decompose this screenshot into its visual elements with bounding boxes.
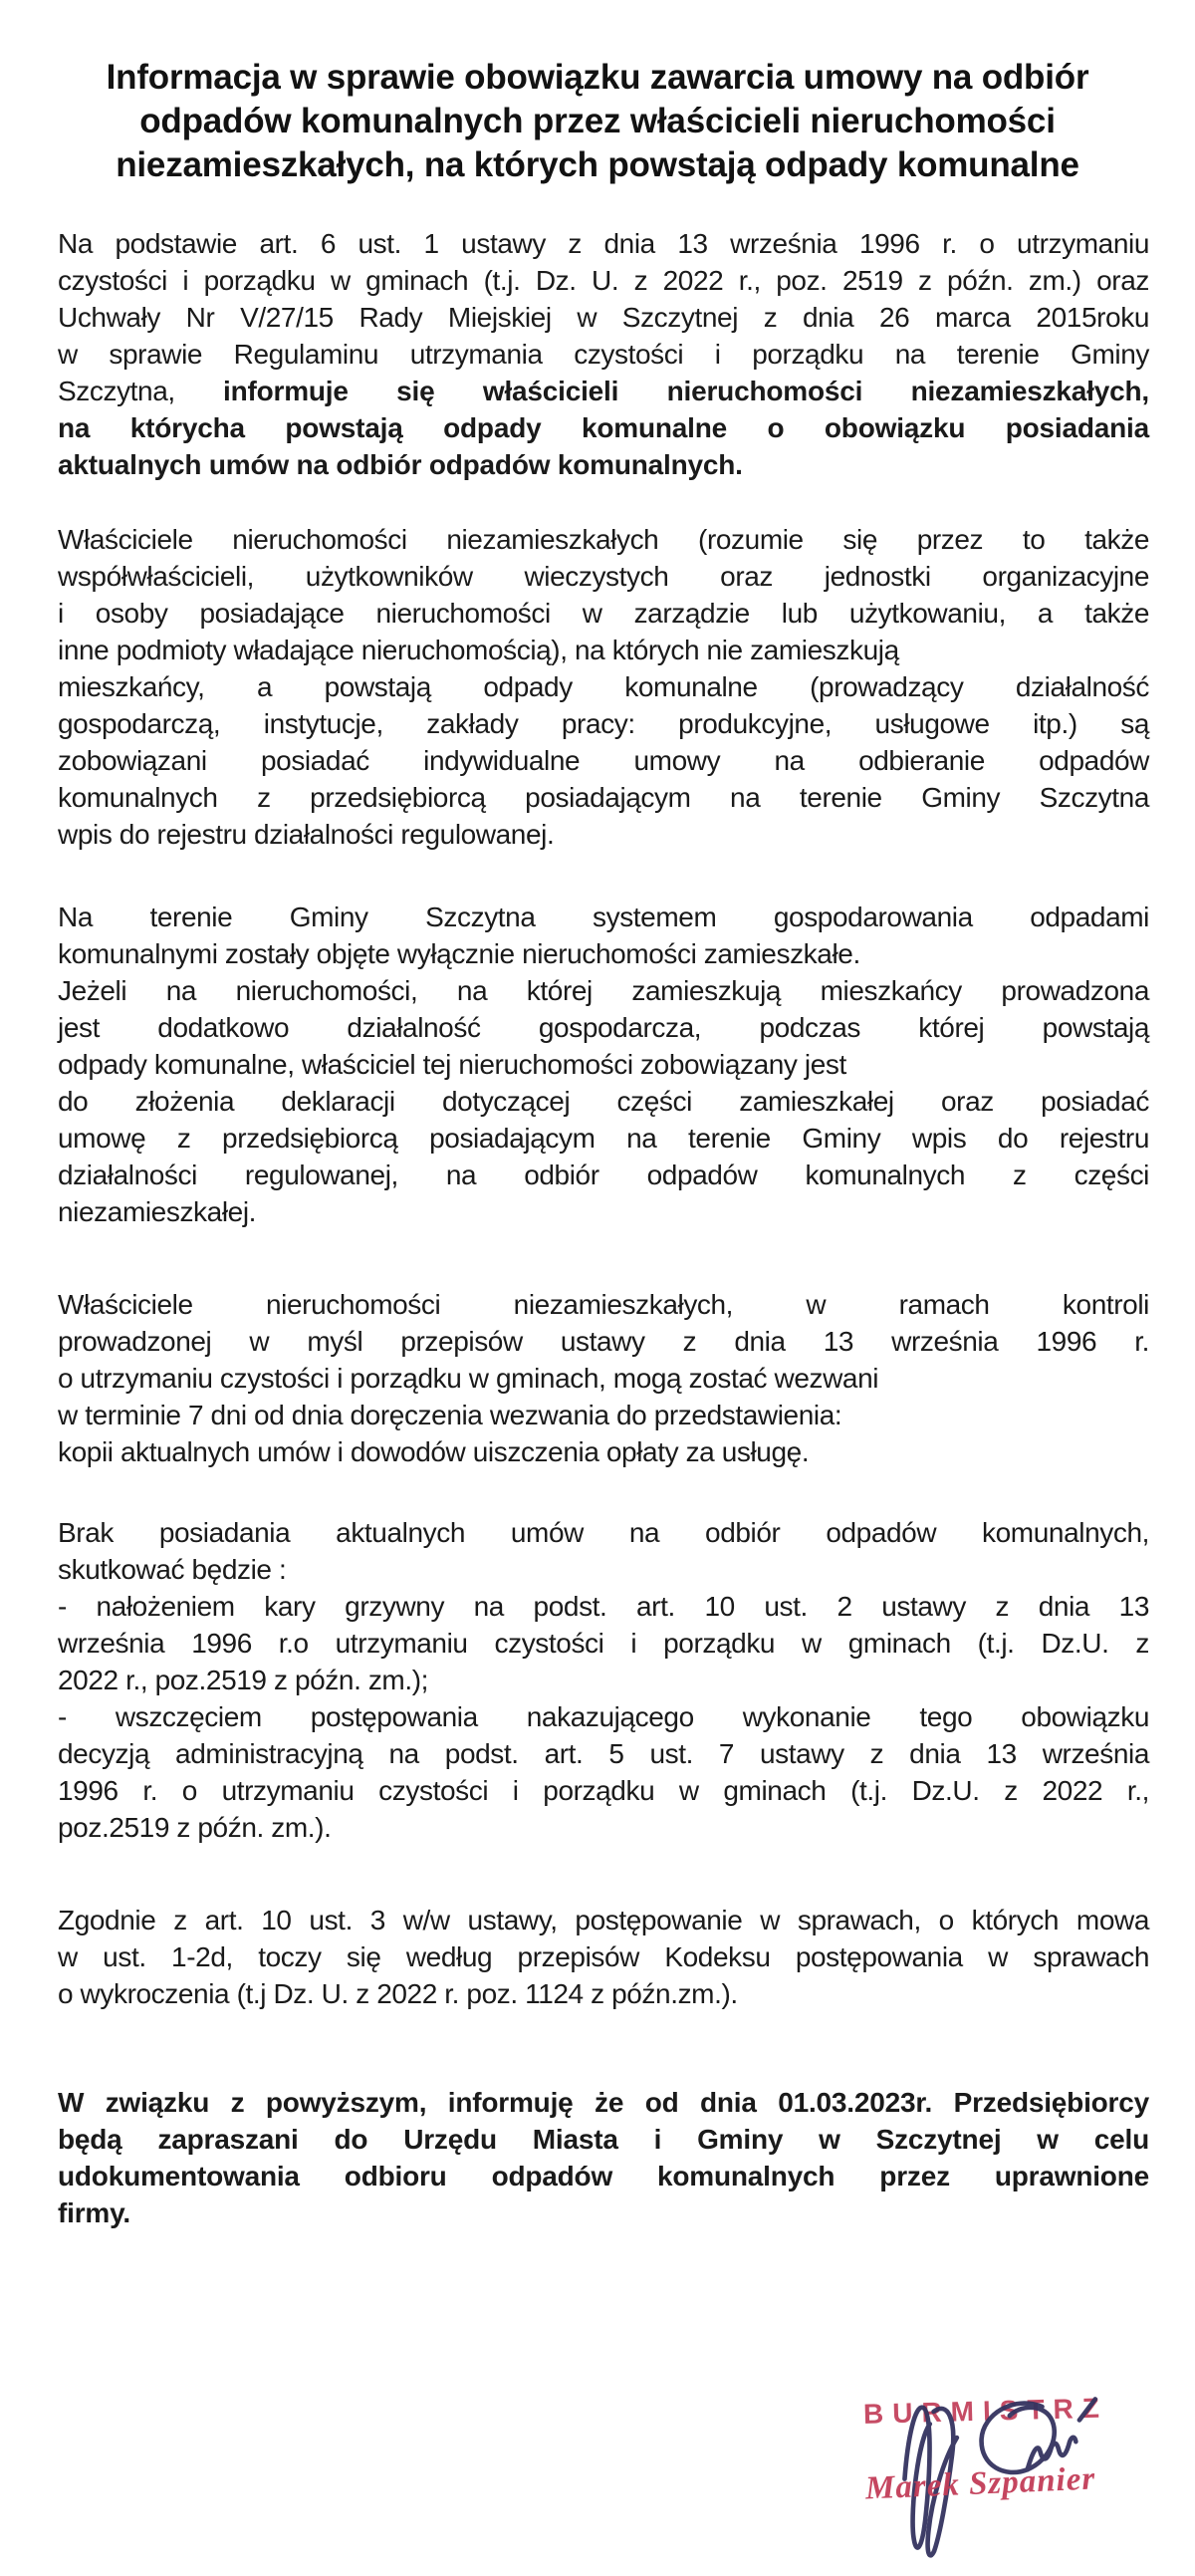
text-line: udokumentowania odbioru odpadów komunalnych przez uprawnione	[58, 2161, 1149, 2191]
text-line: komunalnych z przedsiębiorcą posiadającym na terenie Gminy Szczytna	[58, 782, 1149, 813]
paragraph	[58, 1286, 1149, 1470]
document-body	[58, 225, 1149, 2231]
text-line: W związku z powyższym, informuję że od dnia 01.03.2023r. Przedsiębiorcy	[58, 2087, 1149, 2118]
text-line: Brak posiadania aktualnych umów na odbiór odpadów komunalnych,	[58, 1517, 1149, 1548]
text-line: gospodarczą, instytucje, zakłady pracy: produkcyjne, usługowe itp.) są	[58, 708, 1149, 739]
paragraph	[58, 225, 1149, 483]
stamp-role-text: BURMISTRZ	[862, 2392, 1109, 2430]
text-line: 1996 r. o utrzymaniu czystości i porządku w gminach (t.j. Dz.U. z 2022 r.,	[58, 1775, 1149, 1806]
stamp-name-text: Marek Szpanier	[864, 2460, 1096, 2507]
text-line: Na podstawie art. 6 ust. 1 ustawy z dnia 13 września 1996 r. o utrzymaniu	[58, 228, 1149, 259]
text-line: mieszkańcy, a powstają odpady komunalne (prowadzący działalność	[58, 671, 1149, 702]
text-line: prowadzonej w myśl przepisów ustawy z dnia 13 września 1996 r.	[58, 1326, 1149, 1357]
text-line: Jeżeli na nieruchomości, na której zamieszkują mieszkańcy prowadzona	[58, 975, 1149, 1006]
text-line: inne podmioty władające nieruchomością), na których nie zamieszkują	[58, 635, 899, 665]
text-line: w terminie 7 dni od dnia doręczenia wezwania do przedstawienia:	[58, 1400, 842, 1430]
text-line: Szczytna, informuje się właścicieli nieruchomości niezamieszkałych,	[58, 376, 1149, 406]
text-line: firmy.	[58, 2197, 130, 2228]
text-line: września 1996 r.o utrzymaniu czystości i porządku w gminach (t.j. Dz.U. z	[58, 1628, 1149, 1659]
text-line: niezamieszkałej.	[58, 1196, 257, 1227]
text-line: - wszczęciem postępowania nakazującego wykonanie tego obowiązku	[58, 1701, 1149, 1732]
text-line: Uchwały Nr V/27/15 Rady Miejskiej w Szczytnej z dnia 26 marca 2015roku	[58, 302, 1149, 333]
text-line: w ust. 1-2d, toczy się według przepisów Kodeksu postępowania w sprawach	[58, 1941, 1149, 1972]
paragraph	[58, 1902, 1149, 2012]
title-line: niezamieszkałych, na których powstają odpady komunalne	[116, 145, 1079, 184]
text-line: Właściciele nieruchomości niezamieszkałych, w ramach kontroli	[58, 1289, 1149, 1320]
text-line: wpis do rejestru działalności regulowanej.	[58, 819, 555, 850]
text-line: jest dodatkowo działalność gospodarcza, podczas której powstają	[58, 1012, 1149, 1043]
title-line: Informacja w sprawie obowiązku zawarcia umowy na odbiór	[106, 58, 1089, 97]
text-line: decyzją administracyjną na podst. art. 5 ust. 7 ustawy z dnia 13 września	[58, 1738, 1149, 1769]
text-line: zobowiązani posiadać indywidualne umowy na odbieranie odpadów	[58, 745, 1149, 776]
text-line: Właściciele nieruchomości niezamieszkałych (rozumie się przez to także	[58, 524, 1149, 555]
text-line: Na terenie Gminy Szczytna systemem gospodarowania odpadami	[58, 902, 1149, 932]
text-line: aktualnych umów na odbiór odpadów komunalnych.	[58, 449, 743, 480]
text-line: komunalnymi zostały objęte wyłącznie nieruchomości zamieszkałe.	[58, 938, 860, 969]
text-line: na którycha powstają odpady komunalne o obowiązku posiadania	[58, 412, 1149, 443]
document-title	[0, 0, 1195, 187]
text-line: Zgodnie z art. 10 ust. 3 w/w ustawy, postępowanie w sprawach, o których mowa	[58, 1905, 1149, 1935]
paragraph	[58, 2084, 1149, 2231]
text-line: działalności regulowanej, na odbiór odpadów komunalnych z części	[58, 1159, 1149, 1190]
text-line: skutkować będzie :	[58, 1554, 287, 1585]
text-line: będą zapraszani do Urzędu Miasta i Gminy w Szczytnej w celu	[58, 2124, 1149, 2155]
paragraph	[58, 899, 1149, 1230]
text-line: umowę z przedsiębiorcą posiadającym na terenie Gminy wpis do rejestru	[58, 1123, 1149, 1154]
text-line: kopii aktualnych umów i dowodów uiszczenia opłaty za usługę.	[58, 1436, 810, 1467]
signature-block	[863, 2391, 1165, 2505]
text-line: i osoby posiadające nieruchomości w zarządzie lub użytkowaniu, a także	[58, 598, 1149, 629]
text-line: do złożenia deklaracji dotyczącej części zamieszkałej oraz posiadać	[58, 1086, 1149, 1117]
text-line: 2022 r., poz.2519 z późn. zm.);	[58, 1665, 429, 1695]
text-line: współwłaścicieli, użytkowników wieczystych oraz jednostki organizacyjne	[58, 561, 1149, 592]
text-line: poz.2519 z późn. zm.).	[58, 1812, 332, 1843]
paragraph	[58, 521, 1149, 853]
text-line: w sprawie Regulaminu utrzymania czystości i porządku na terenie Gminy	[58, 339, 1149, 370]
text-line: o utrzymaniu czystości i porządku w gminach, mogą zostać wezwani	[58, 1363, 879, 1394]
text-line: odpady komunalne, właściciel tej nieruchomości zobowiązany jest	[58, 1049, 846, 1080]
text-line: o wykroczenia (t.j Dz. U. z 2022 r. poz. 1124 z późn.zm.).	[58, 1978, 738, 2009]
paragraph	[58, 1514, 1149, 1846]
text-line: - nałożeniem kary grzywny na podst. art. 10 ust. 2 ustawy z dnia 13	[58, 1591, 1149, 1622]
text-line: czystości i porządku w gminach (t.j. Dz. U. z 2022 r., poz. 2519 z późn. zm.) oraz	[58, 265, 1149, 296]
title-line: odpadów komunalnych przez właścicieli nieruchomości	[139, 102, 1056, 140]
